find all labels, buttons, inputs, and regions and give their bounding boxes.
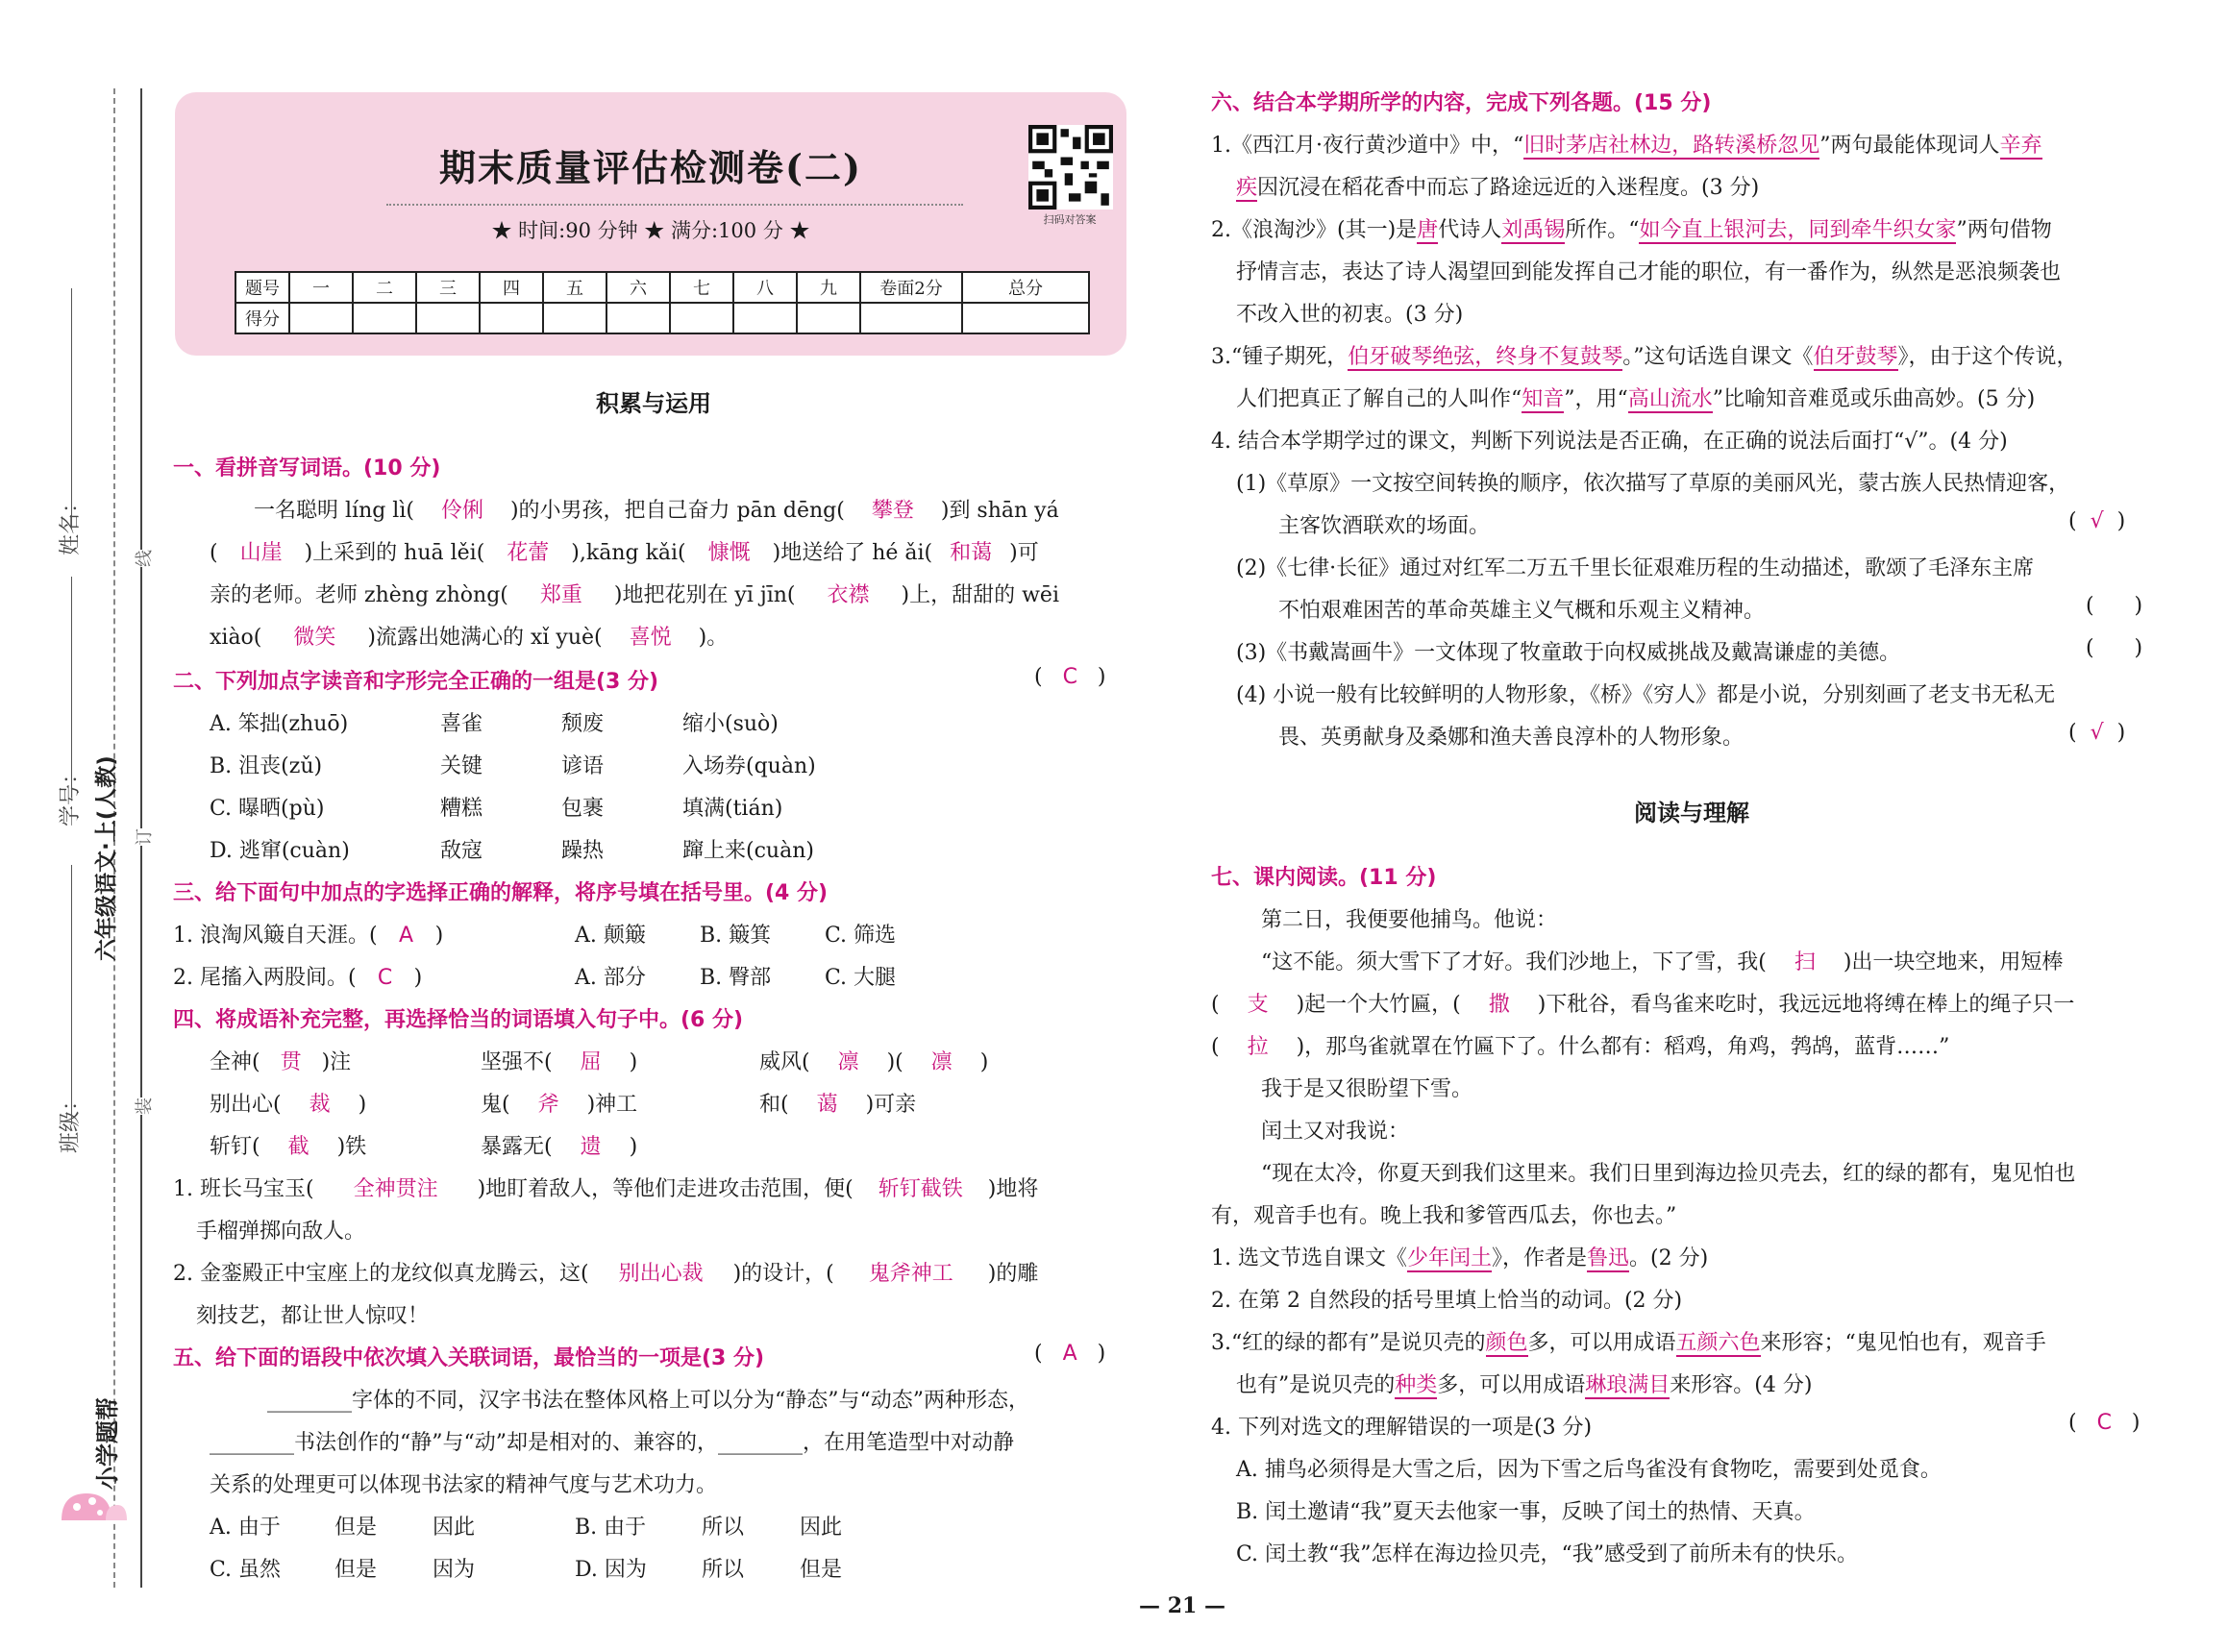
q2-option-b-word: 入场券(quàn) bbox=[682, 754, 816, 778]
q7-sub4-bracket: ( C ) bbox=[2068, 1411, 2140, 1435]
answer: 鬼斧神工 bbox=[868, 1262, 953, 1286]
section-title-accumulation: 积累与运用 bbox=[596, 389, 711, 417]
score-cell[interactable] bbox=[480, 303, 543, 333]
score-table-input-row bbox=[235, 303, 1089, 333]
q3-item2-opt: C. 大腿 bbox=[825, 966, 897, 990]
q4-sentence1-cont: 手榴弹掷向敌人。 bbox=[196, 1220, 366, 1244]
answer: 别出心裁 bbox=[618, 1262, 704, 1286]
answer: 斩钉截铁 bbox=[878, 1177, 963, 1201]
answer: 伶俐 bbox=[440, 499, 483, 523]
score-row-label: 得分 bbox=[235, 303, 289, 333]
answer: 喜悦 bbox=[629, 626, 672, 650]
q1-line4: xiào( 微笑 )流露出她满心的 xǐ yuè( 喜悦 )。 bbox=[210, 621, 728, 651]
q4-sentence1: 1. 班长马宝玉( 全神贯注 )地盯着敌人，等他们走进攻击范围，便( 斩钉截铁 )地将 bbox=[173, 1172, 1038, 1202]
q2-option-a-word: 颓废 bbox=[561, 712, 605, 736]
q7-sub4-option-b[interactable]: B. 闰土邀请“我”夏天去他家一事，反映了闰土的热情、天真。 bbox=[1236, 1500, 1816, 1524]
answer: 高山流水 bbox=[1627, 387, 1713, 411]
q3-item2: 2. 尾搐入两股间。( C ) bbox=[173, 966, 423, 990]
q3-item1-opt: A. 颠簸 bbox=[575, 924, 646, 948]
answer: √ bbox=[2090, 721, 2104, 745]
answer: 唐 bbox=[1417, 218, 1439, 242]
q7-sub4-option-a[interactable]: A. 捕鸟必须得是大雪之后，因为下雪之后鸟雀没有食物吃，需要到处觅食。 bbox=[1236, 1458, 1942, 1482]
q2-option-b[interactable]: B. 沮丧(zǔ) bbox=[210, 754, 323, 778]
q6-judge1-bracket: ( √ ) bbox=[2068, 509, 2126, 533]
answer: 蔼 bbox=[816, 1093, 838, 1117]
q3-title: 三、给下面句中加点的字选择正确的解释，将序号填在括号里。(4 分) bbox=[173, 881, 829, 905]
q7-passage: ( 支 )起一个大竹匾，( 撒 )下秕谷，看鸟雀来吃时，我远远地将缚在棒上的绳子只一 bbox=[1211, 988, 2074, 1018]
answer: 如今直上银河去，同到牵牛织女家 bbox=[1639, 218, 1957, 242]
answer: 刘禹锡 bbox=[1501, 218, 1566, 242]
q4-sentence2: 2. 金銮殿正中宝座上的龙纹似真龙腾云，这( 别出心裁 )的设计，( 鬼斧神工 )的雕 bbox=[173, 1257, 1038, 1287]
answer: 知音 bbox=[1522, 387, 1565, 411]
section-title-reading: 阅读与理解 bbox=[1634, 799, 1749, 826]
answer: 花蕾 bbox=[507, 541, 550, 565]
class-underline bbox=[71, 865, 72, 1124]
q6-item3-cont: 人们把真正了解自己的人叫作“知音”，用“高山流水”比喻知音难觅或乐曲高妙。(5 分) bbox=[1236, 387, 2036, 411]
q6-judge3-bracket[interactable]: ( ) bbox=[2086, 636, 2143, 660]
q5-option-d[interactable]: D. 因为 bbox=[575, 1558, 647, 1582]
id-underline bbox=[71, 577, 72, 798]
q4-title: 四、将成语补充完整，再选择恰当的词语填入句子中。(6 分) bbox=[173, 1008, 744, 1032]
q5-option-word: 因为 bbox=[433, 1558, 476, 1582]
score-cell[interactable] bbox=[733, 303, 797, 333]
answer: 山崖 bbox=[239, 541, 283, 565]
q2-option-a-word: 喜雀 bbox=[440, 712, 483, 736]
q2-answer-bracket: ( C ) bbox=[1034, 665, 1106, 689]
answer: 衣襟 bbox=[827, 583, 870, 607]
title-divider bbox=[386, 204, 963, 206]
q7-passage: ( 拉 )，那鸟雀就罩在竹匾下了。什么都有：稻鸡，角鸡，鹁鸪，蓝背……” bbox=[1211, 1030, 1949, 1060]
answer: 少年闰土 bbox=[1406, 1246, 1492, 1270]
q5-option-c[interactable]: C. 虽然 bbox=[210, 1558, 282, 1582]
answer: 斧 bbox=[537, 1093, 559, 1117]
score-cell[interactable] bbox=[543, 303, 606, 333]
q7-sub3: 3.“红的绿的都有”是说贝壳的颜色多，可以用成语五颜六色来形容；“鬼见怕也有，观音手 bbox=[1211, 1331, 2046, 1355]
q4-idiom: 暴露无( 遗 ) bbox=[481, 1130, 637, 1160]
answer: √ bbox=[2090, 509, 2104, 533]
score-table bbox=[235, 271, 1090, 334]
brand-label: 小学题帮 bbox=[94, 1397, 121, 1490]
q2-option-d[interactable]: D. 逃窜(cuàn) bbox=[210, 839, 350, 863]
q7-sub4-option-c[interactable]: C. 闰土教“我”怎样在海边捡贝壳，“我”感受到了前所未有的快乐。 bbox=[1236, 1542, 1859, 1566]
q6-judge4-bracket: ( √ ) bbox=[2068, 721, 2126, 745]
q7-sub2: 2. 在第 2 自然段的括号里填上恰当的动词。(2 分) bbox=[1211, 1289, 1683, 1313]
q5-option-word: 因此 bbox=[800, 1516, 843, 1540]
answer: 裁 bbox=[309, 1093, 331, 1117]
answer: 凛 bbox=[930, 1050, 953, 1074]
class-label: 班级： bbox=[59, 1089, 83, 1153]
id-label: 学号： bbox=[59, 762, 83, 826]
q3-item2-opt: B. 臀部 bbox=[700, 966, 772, 990]
q5-option-b[interactable]: B. 由于 bbox=[575, 1516, 647, 1540]
q2-option-b-word: 谚语 bbox=[561, 754, 605, 778]
q7-sub1: 1. 选文节选自课文《少年闰土》，作者是鲁迅。(2 分) bbox=[1211, 1246, 1709, 1270]
q4-idiom: 坚强不( 屈 ) bbox=[481, 1046, 637, 1075]
answer: 琳琅满目 bbox=[1585, 1373, 1670, 1397]
q5-passage-line3: 关系的处理更可以体现书法家的精神气度与艺术功力。 bbox=[210, 1473, 718, 1497]
answer: C bbox=[2096, 1411, 2112, 1435]
q6-item3: 3.“锺子期死，伯牙破琴绝弦，终身不复鼓琴。”这句话选自课文《伯牙鼓琴》，由于这个传说， bbox=[1211, 345, 2078, 369]
score-header-cell: 一 bbox=[289, 272, 353, 303]
q5-answer-bracket: ( A ) bbox=[1034, 1342, 1106, 1366]
q5-option-word: 但是 bbox=[800, 1558, 843, 1582]
answer: 五颜六色 bbox=[1675, 1331, 1761, 1355]
answer: 屈 bbox=[580, 1050, 602, 1074]
cut-mark-bind: 订 bbox=[131, 828, 156, 846]
answer: 攀登 bbox=[871, 499, 914, 523]
score-cell[interactable] bbox=[289, 303, 353, 333]
q1-line3: 亲的老师。老师 zhèng zhòng( 郑重 )地把花别在 yī jīn( 衣襟 )上，甜甜的 wēi bbox=[210, 579, 1059, 608]
q3-item1-opt: C. 筛选 bbox=[825, 924, 897, 948]
q7-sub3-cont: 也有”是说贝壳的种类多，可以用成语琳琅满目来形容。(4 分) bbox=[1236, 1373, 1813, 1397]
q1-title: 一、看拼音写词语。(10 分) bbox=[173, 456, 441, 481]
score-table-header-row bbox=[235, 272, 1089, 303]
answer: A bbox=[1062, 1342, 1077, 1366]
q7-title: 七、课内阅读。(11 分) bbox=[1211, 866, 1437, 890]
q6-item2-cont: 抒情言志，表达了诗人渴望回到能发挥自己才能的职位，有一番作为，纵然是恶浪频袭也 bbox=[1236, 260, 2062, 284]
answer: 慷慨 bbox=[707, 541, 751, 565]
exam-subtitle: ★ 时间:90 分钟 ★ 满分:100 分 ★ bbox=[491, 219, 810, 242]
answer: 鲁迅 bbox=[1587, 1246, 1630, 1270]
qr-caption: 扫码对答案 bbox=[1043, 213, 1097, 226]
q5-title: 五、给下面的语段中依次填入关联词语，最恰当的一项是(3 分) bbox=[173, 1346, 765, 1370]
score-header-cell: 八 bbox=[733, 272, 797, 303]
answer: A bbox=[399, 924, 414, 948]
q2-option-d-word: 蹿上来(cuàn) bbox=[682, 839, 814, 863]
answer: 拉 bbox=[1247, 1035, 1269, 1059]
q7-passage: “这不能。须大雪下了才好。我们沙地上，下了雪，我( 扫 )出一块空地来，用短棒 bbox=[1261, 946, 2063, 975]
q4-sentence2-cont: 刻技艺，都让世人惊叹！ bbox=[196, 1304, 430, 1328]
q3-item1: 1. 浪淘风簸自天涯。( A ) bbox=[173, 924, 444, 948]
score-cell[interactable] bbox=[416, 303, 480, 333]
q2-option-b-word: 关键 bbox=[440, 754, 483, 778]
q6-judge1: (1)《草原》一文按空间转换的顺序，依次描写了草原的美丽风光，蒙古族人民热情迎客， bbox=[1236, 472, 2070, 496]
answer: 颜色 bbox=[1485, 1331, 1528, 1355]
q4-idiom: 全神( 贯 )注 bbox=[210, 1046, 351, 1075]
q6-judge2-bracket[interactable]: ( ) bbox=[2086, 594, 2143, 618]
name-underline bbox=[71, 288, 72, 529]
answer: 辛弃 bbox=[1999, 134, 2042, 158]
score-header-cell: 四 bbox=[480, 272, 543, 303]
q5-option-a[interactable]: A. 由于 bbox=[210, 1516, 281, 1540]
q6-title: 六、结合本学期所学的内容，完成下列各题。(15 分) bbox=[1211, 91, 1712, 115]
q6-judge2: (2)《七律·长征》通过对红军二万五千里长征艰难历程的生动描述，歌颂了毛泽东主席 bbox=[1236, 556, 2035, 580]
q6-item1: 1.《西江月·夜行黄沙道中》中，“旧时茅店社林边，路转溪桥忽见”两句最能体现词人辛弃 bbox=[1211, 134, 2042, 158]
score-cell[interactable] bbox=[670, 303, 733, 333]
answer: 疾 bbox=[1236, 176, 1258, 200]
q7-passage: 有，观音手也有。晚上我和爹管西瓜去，你也去。” bbox=[1211, 1204, 1677, 1228]
score-cell[interactable] bbox=[962, 303, 1089, 333]
q5-passage-line2: ________书法创作的“静”与“动”却是相对的、兼容的，________，在用笔造型中对动静 bbox=[210, 1431, 1014, 1455]
q6-item2-cont: 不改入世的初衷。(3 分) bbox=[1236, 303, 1464, 327]
grade-label: 六年级语文·上(人教) bbox=[94, 755, 119, 961]
q3-item2-opt: A. 部分 bbox=[575, 966, 646, 990]
q2-option-a[interactable]: A. 笨拙(zhuō) bbox=[210, 712, 349, 736]
q5-passage-line1: ________字体的不同，汉字书法在整体风格上可以分为“静态”与“动态”两种形态， bbox=[267, 1389, 1029, 1413]
q6-judge4-cont: 畏、英勇献身及桑娜和渔夫善良淳朴的人物形象。 bbox=[1278, 726, 1744, 750]
q2-option-d-word: 躁热 bbox=[561, 839, 605, 863]
q2-option-d-word: 敌寇 bbox=[440, 839, 483, 863]
exam-title: 期末质量评估检测卷(二) bbox=[439, 146, 862, 189]
q2-option-c-word: 糟糕 bbox=[440, 797, 483, 821]
q6-item1-cont: 疾因沉浸在稻花香中而忘了路途远近的入迷程度。(3 分) bbox=[1236, 176, 1760, 200]
answer: 遗 bbox=[580, 1135, 602, 1159]
q6-item2: 2.《浪淘沙》(其一)是唐代诗人刘禹锡所作。“如今直上银河去，同到牵牛织女家”两句借物 bbox=[1211, 218, 2052, 242]
q2-option-c-word: 包裹 bbox=[561, 797, 605, 821]
q7-sub4: 4. 下列对选文的理解错误的一项是(3 分) bbox=[1211, 1416, 1593, 1440]
answer: 截 bbox=[287, 1135, 309, 1159]
q2-option-c[interactable]: C. 曝晒(pù) bbox=[210, 797, 325, 821]
name-label: 姓名： bbox=[59, 491, 83, 555]
answer: 微笑 bbox=[293, 626, 336, 650]
score-header-cell: 总分 bbox=[962, 272, 1089, 303]
answer: 旧时茅店社林边，路转溪桥忽见 bbox=[1523, 134, 1820, 158]
q6-judge3: (3)《书戴嵩画牛》一文体现了牧童敢于向权威挑战及戴嵩谦虚的美德。 bbox=[1236, 641, 1901, 665]
q1-line2: ( 山崖 )上采到的 huā lěi( 花蕾 ),kāng kǎi( 慷慨 )地送给了 hé ǎi( 和蔼 )可 bbox=[210, 536, 1039, 566]
q7-passage: 闰土又对我说： bbox=[1261, 1120, 1410, 1144]
answer: 全神贯注 bbox=[353, 1177, 438, 1201]
q5-option-word: 所以 bbox=[702, 1558, 745, 1582]
q6-judge2-cont: 不怕艰难困苦的革命英雄主义气概和乐观主义精神。 bbox=[1278, 599, 1766, 623]
q7-passage: “现在太冷，你夏天到我们这里来。我们日里到海边捡贝壳去，红的绿的都有，鬼见怕也 bbox=[1261, 1162, 2076, 1186]
score-cell[interactable] bbox=[797, 303, 860, 333]
score-cell[interactable] bbox=[353, 303, 416, 333]
answer: 伯牙鼓琴 bbox=[1813, 345, 1898, 369]
score-header-cell: 卷面2分 bbox=[860, 272, 962, 303]
score-header-cell: 三 bbox=[416, 272, 480, 303]
answer: 凛 bbox=[837, 1050, 859, 1074]
q5-option-word: 所以 bbox=[702, 1516, 745, 1540]
score-header-cell: 六 bbox=[606, 272, 670, 303]
q2-option-c-word: 填满(tián) bbox=[682, 797, 783, 821]
answer: 支 bbox=[1247, 993, 1269, 1017]
q4-idiom: 斩钉( 截 )铁 bbox=[210, 1130, 366, 1160]
q5-option-word: 因此 bbox=[433, 1516, 476, 1540]
q7-passage: 第二日，我便要他捕鸟。他说： bbox=[1261, 908, 1558, 932]
answer: 贯 bbox=[280, 1050, 302, 1074]
score-header-cell: 题号 bbox=[235, 272, 289, 303]
score-header-cell: 五 bbox=[543, 272, 606, 303]
q4-idiom: 和( 蔼 )可亲 bbox=[759, 1088, 916, 1118]
score-cell[interactable] bbox=[860, 303, 962, 333]
score-header-cell: 九 bbox=[797, 272, 860, 303]
q4-idiom: 威风( 凛 )( 凛 ) bbox=[759, 1046, 988, 1075]
answer: 扫 bbox=[1794, 950, 1816, 974]
q3-item1-opt: B. 簸箕 bbox=[700, 924, 772, 948]
q4-idiom: 鬼( 斧 )神工 bbox=[481, 1088, 637, 1118]
answer: C bbox=[1062, 665, 1077, 689]
q2-option-a-word: 缩小(suò) bbox=[682, 712, 779, 736]
q1-line1: 一名聪明 líng lì( 伶俐 )的小男孩，把自己奋力 pān dēng( 攀登 )到 shān yá bbox=[254, 494, 1059, 524]
exam-header bbox=[175, 92, 1126, 356]
answer: 撒 bbox=[1488, 993, 1510, 1017]
answer: 郑重 bbox=[539, 583, 582, 607]
score-cell[interactable] bbox=[606, 303, 670, 333]
q6-judge4: (4) 小说一般有比较鲜明的人物形象，《桥》《穷人》都是小说，分别刻画了老支书无私无 bbox=[1236, 683, 2056, 707]
cut-mark-line: 线 bbox=[131, 550, 156, 567]
mushroom-logo-icon bbox=[58, 1488, 127, 1526]
q4-idiom: 别出心( 裁 ) bbox=[210, 1088, 366, 1118]
q2-title: 二、下列加点字读音和字形完全正确的一组是(3 分) bbox=[173, 670, 659, 694]
answer: C bbox=[377, 966, 393, 990]
score-header-cell: 七 bbox=[670, 272, 733, 303]
page-number: — 21 — bbox=[1139, 1593, 1225, 1618]
cut-mark-mount: 装 bbox=[131, 1097, 156, 1115]
q5-option-word: 但是 bbox=[334, 1516, 378, 1540]
score-header-cell: 二 bbox=[353, 272, 416, 303]
answer: 种类 bbox=[1395, 1373, 1438, 1397]
q7-passage: 我于是又很盼望下雪。 bbox=[1261, 1077, 1473, 1101]
q6-item4: 4. 结合本学期学过的课文，判断下列说法是否正确，在正确的说法后面打“√”。(4 分) bbox=[1211, 430, 2008, 454]
q5-option-word: 但是 bbox=[334, 1558, 378, 1582]
answer: 伯牙破琴绝弦，终身不复鼓琴 bbox=[1348, 345, 1623, 369]
q6-judge1-cont: 主客饮酒联欢的场面。 bbox=[1278, 514, 1491, 538]
qr-code-icon[interactable] bbox=[1028, 125, 1113, 210]
answer: 和蔼 bbox=[950, 541, 993, 565]
